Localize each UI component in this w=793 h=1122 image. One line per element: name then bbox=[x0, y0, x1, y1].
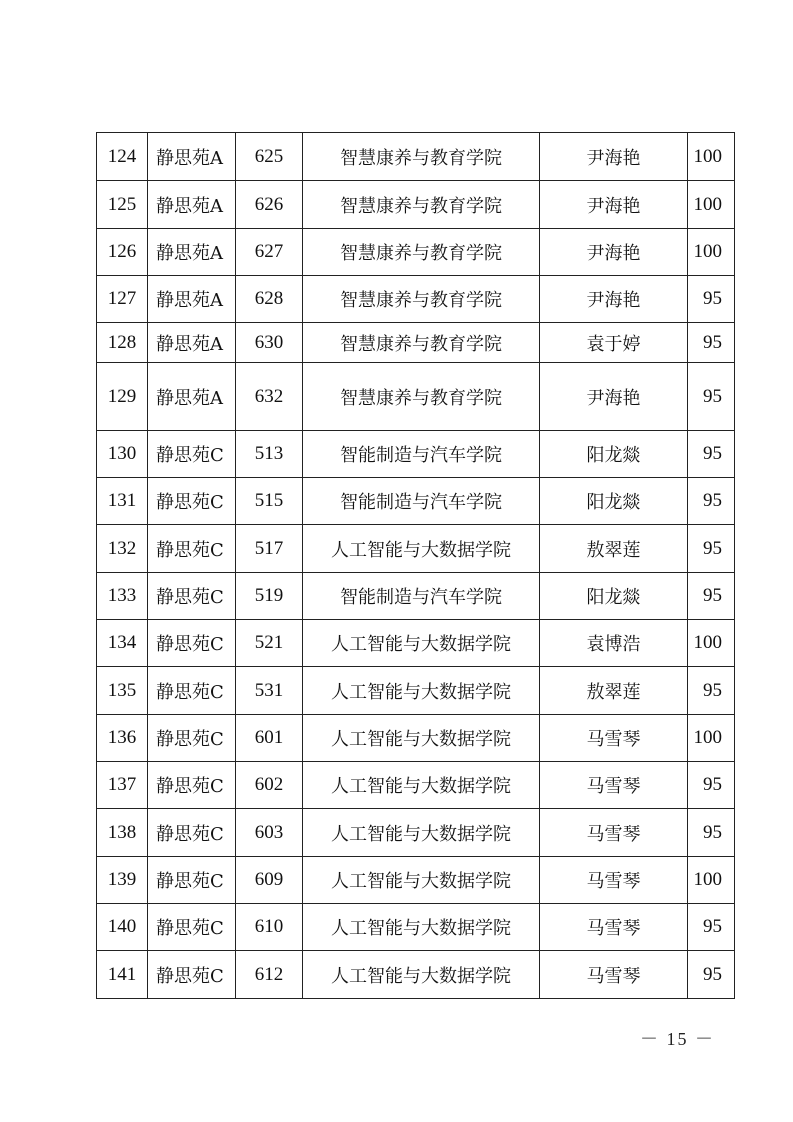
counselor-cell: 尹海艳 bbox=[540, 276, 688, 323]
row-number-cell: 136 bbox=[97, 715, 148, 762]
table-row bbox=[97, 715, 735, 762]
score-cell: 100 bbox=[688, 857, 735, 904]
counselor-cell: 尹海艳 bbox=[540, 181, 688, 229]
college-cell: 智慧康养与教育学院 bbox=[303, 229, 540, 276]
counselor-cell: 马雪琴 bbox=[540, 904, 688, 951]
room-number-cell: 609 bbox=[236, 857, 303, 904]
dormitory-cell: 静思苑A bbox=[148, 181, 236, 229]
score-cell: 100 bbox=[688, 620, 735, 667]
dormitory-cell: 静思苑A bbox=[148, 363, 236, 431]
counselor-cell: 马雪琴 bbox=[540, 857, 688, 904]
table-row bbox=[97, 573, 735, 620]
score-cell: 95 bbox=[688, 667, 735, 715]
room-number-cell: 612 bbox=[236, 951, 303, 999]
table-row bbox=[97, 667, 735, 715]
dormitory-cell: 静思苑A bbox=[148, 323, 236, 363]
table-row bbox=[97, 323, 735, 363]
college-cell: 智能制造与汽车学院 bbox=[303, 431, 540, 478]
college-cell: 人工智能与大数据学院 bbox=[303, 904, 540, 951]
college-cell: 智能制造与汽车学院 bbox=[303, 478, 540, 525]
college-cell: 智慧康养与教育学院 bbox=[303, 363, 540, 431]
score-cell: 100 bbox=[688, 181, 735, 229]
counselor-cell: 尹海艳 bbox=[540, 363, 688, 431]
row-number-cell: 134 bbox=[97, 620, 148, 667]
score-cell: 95 bbox=[688, 809, 735, 857]
dormitory-cell: 静思苑C bbox=[148, 809, 236, 857]
dormitory-cell: 静思苑C bbox=[148, 525, 236, 573]
counselor-cell: 阳龙燚 bbox=[540, 573, 688, 620]
score-cell: 95 bbox=[688, 363, 735, 431]
college-cell: 人工智能与大数据学院 bbox=[303, 715, 540, 762]
dormitory-cell: 静思苑C bbox=[148, 951, 236, 999]
table-row bbox=[97, 620, 735, 667]
table-row bbox=[97, 951, 735, 999]
row-number-cell: 129 bbox=[97, 363, 148, 431]
page-number: － 15 － bbox=[640, 1029, 715, 1049]
table-row bbox=[97, 181, 735, 229]
dormitory-cell: 静思苑C bbox=[148, 904, 236, 951]
room-number-cell: 625 bbox=[236, 133, 303, 181]
row-number-cell: 128 bbox=[97, 323, 148, 363]
score-cell: 100 bbox=[688, 229, 735, 276]
score-cell: 100 bbox=[688, 133, 735, 181]
dormitory-score-table bbox=[96, 132, 735, 999]
dormitory-cell: 静思苑C bbox=[148, 857, 236, 904]
counselor-cell: 马雪琴 bbox=[540, 951, 688, 999]
dormitory-cell: 静思苑C bbox=[148, 667, 236, 715]
table-row bbox=[97, 809, 735, 857]
college-cell: 智慧康养与教育学院 bbox=[303, 323, 540, 363]
dormitory-cell: 静思苑C bbox=[148, 762, 236, 809]
dormitory-cell: 静思苑C bbox=[148, 478, 236, 525]
room-number-cell: 519 bbox=[236, 573, 303, 620]
room-number-cell: 517 bbox=[236, 525, 303, 573]
dormitory-cell: 静思苑A bbox=[148, 276, 236, 323]
college-cell: 人工智能与大数据学院 bbox=[303, 762, 540, 809]
score-cell: 95 bbox=[688, 323, 735, 363]
score-cell: 95 bbox=[688, 904, 735, 951]
table-row bbox=[97, 762, 735, 809]
row-number-cell: 140 bbox=[97, 904, 148, 951]
room-number-cell: 632 bbox=[236, 363, 303, 431]
room-number-cell: 610 bbox=[236, 904, 303, 951]
row-number-cell: 124 bbox=[97, 133, 148, 181]
room-number-cell: 630 bbox=[236, 323, 303, 363]
row-number-cell: 130 bbox=[97, 431, 148, 478]
college-cell: 人工智能与大数据学院 bbox=[303, 951, 540, 999]
score-cell: 100 bbox=[688, 715, 735, 762]
college-cell: 人工智能与大数据学院 bbox=[303, 525, 540, 573]
counselor-cell: 尹海艳 bbox=[540, 133, 688, 181]
row-number-cell: 131 bbox=[97, 478, 148, 525]
table-row bbox=[97, 857, 735, 904]
row-number-cell: 137 bbox=[97, 762, 148, 809]
counselor-cell: 袁于婷 bbox=[540, 323, 688, 363]
table-row bbox=[97, 229, 735, 276]
score-cell: 95 bbox=[688, 431, 735, 478]
dormitory-cell: 静思苑C bbox=[148, 431, 236, 478]
room-number-cell: 521 bbox=[236, 620, 303, 667]
room-number-cell: 513 bbox=[236, 431, 303, 478]
score-cell: 95 bbox=[688, 525, 735, 573]
counselor-cell: 敖翠莲 bbox=[540, 667, 688, 715]
counselor-cell: 阳龙燚 bbox=[540, 478, 688, 525]
row-number-cell: 126 bbox=[97, 229, 148, 276]
table-row bbox=[97, 904, 735, 951]
row-number-cell: 133 bbox=[97, 573, 148, 620]
table-row bbox=[97, 478, 735, 525]
score-cell: 95 bbox=[688, 573, 735, 620]
table-row bbox=[97, 276, 735, 323]
table-row bbox=[97, 525, 735, 573]
score-cell: 95 bbox=[688, 478, 735, 525]
dormitory-cell: 静思苑A bbox=[148, 229, 236, 276]
score-cell: 95 bbox=[688, 762, 735, 809]
college-cell: 人工智能与大数据学院 bbox=[303, 620, 540, 667]
college-cell: 智能制造与汽车学院 bbox=[303, 573, 540, 620]
row-number-cell: 135 bbox=[97, 667, 148, 715]
counselor-cell: 马雪琴 bbox=[540, 762, 688, 809]
row-number-cell: 125 bbox=[97, 181, 148, 229]
college-cell: 人工智能与大数据学院 bbox=[303, 857, 540, 904]
dormitory-cell: 静思苑C bbox=[148, 573, 236, 620]
room-number-cell: 603 bbox=[236, 809, 303, 857]
table-row bbox=[97, 363, 735, 431]
room-number-cell: 531 bbox=[236, 667, 303, 715]
room-number-cell: 628 bbox=[236, 276, 303, 323]
room-number-cell: 627 bbox=[236, 229, 303, 276]
table-body bbox=[97, 133, 735, 999]
dormitory-cell: 静思苑A bbox=[148, 133, 236, 181]
room-number-cell: 601 bbox=[236, 715, 303, 762]
score-cell: 95 bbox=[688, 276, 735, 323]
table-row bbox=[97, 431, 735, 478]
counselor-cell: 尹海艳 bbox=[540, 229, 688, 276]
dormitory-cell: 静思苑C bbox=[148, 620, 236, 667]
counselor-cell: 马雪琴 bbox=[540, 809, 688, 857]
room-number-cell: 626 bbox=[236, 181, 303, 229]
row-number-cell: 138 bbox=[97, 809, 148, 857]
dormitory-cell: 静思苑C bbox=[148, 715, 236, 762]
table-row bbox=[97, 133, 735, 181]
counselor-cell: 阳龙燚 bbox=[540, 431, 688, 478]
row-number-cell: 132 bbox=[97, 525, 148, 573]
counselor-cell: 敖翠莲 bbox=[540, 525, 688, 573]
counselor-cell: 马雪琴 bbox=[540, 715, 688, 762]
row-number-cell: 141 bbox=[97, 951, 148, 999]
college-cell: 智慧康养与教育学院 bbox=[303, 133, 540, 181]
row-number-cell: 127 bbox=[97, 276, 148, 323]
score-cell: 95 bbox=[688, 951, 735, 999]
college-cell: 智慧康养与教育学院 bbox=[303, 181, 540, 229]
room-number-cell: 602 bbox=[236, 762, 303, 809]
row-number-cell: 139 bbox=[97, 857, 148, 904]
counselor-cell: 袁博浩 bbox=[540, 620, 688, 667]
room-number-cell: 515 bbox=[236, 478, 303, 525]
college-cell: 智慧康养与教育学院 bbox=[303, 276, 540, 323]
college-cell: 人工智能与大数据学院 bbox=[303, 809, 540, 857]
college-cell: 人工智能与大数据学院 bbox=[303, 667, 540, 715]
